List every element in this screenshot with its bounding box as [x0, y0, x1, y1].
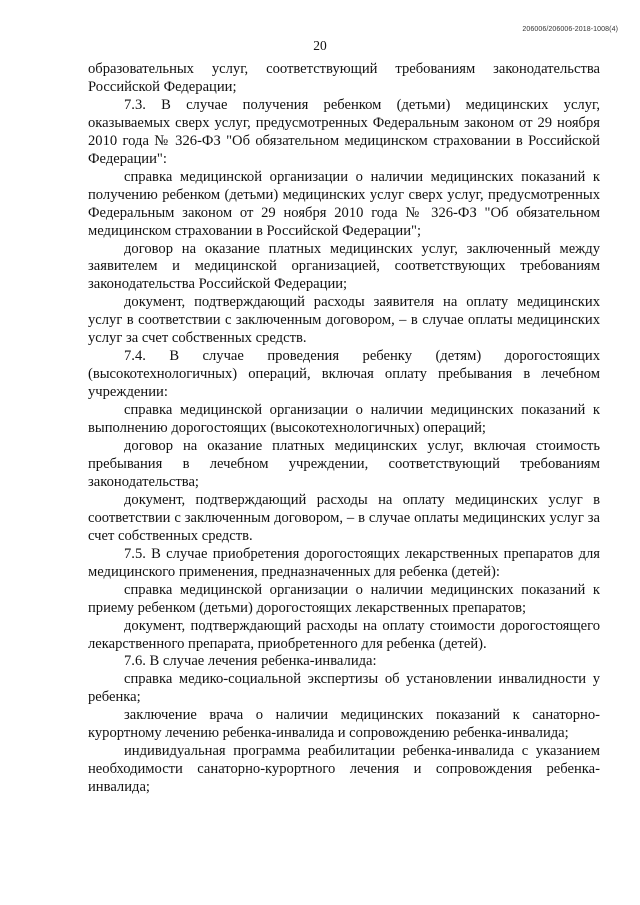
- document-id-stamp: 206006/206006-2018-1008(4): [522, 26, 618, 33]
- paragraph: образовательных услуг, соответствующий требованиям законодательства Российской Федерации;: [88, 61, 600, 95]
- paragraph: документ, подтверждающий расходы заявителя на оплату медицинских услуг в соответствии с заключенным договором, – в случае оплаты медицинских услуг за счет собственных средств.: [88, 294, 600, 347]
- paragraph: индивидуальная программа реабилитации ребенка-инвалида с указанием необходимости санаторно-курортного лечения и сопровождения ребенка-инвалида;: [88, 743, 600, 796]
- section-7-5-heading: 7.5. В случае приобретения дорогостоящих лекарственных препаратов для медицинского применения, предназначенных для ребенка (детей):: [88, 545, 600, 580]
- section-7-3-heading: 7.3. В случае получения ребенком (детьми) медицинских услуг, оказываемых сверх услуг, предусмотренных Федеральным законом от 29 ноября 2010 года № 326-ФЗ "Об обязательном медицинском страховании в Российской Федерации":: [88, 96, 600, 167]
- paragraph: заключение врача о наличии медицинских показаний к санаторно-курортному лечению ребенка-инвалида и сопровождению ребенка-инвалида;: [88, 707, 600, 742]
- paragraph: справка медицинской организации о наличии медицинских показаний к получению ребенком (детьми) медицинских услуг сверх услуг, предусмотренных Федеральным законом от 29 ноября 2010 года № 326-ФЗ "Об обязательном медицинском страховании в Российской Федерации";: [88, 168, 600, 239]
- document-body: [88, 61, 600, 797]
- paragraph: документ, подтверждающий расходы на оплату стоимости дорогостоящего лекарственного препарата, приобретенного для ребенка (детей).: [88, 617, 600, 652]
- paragraph: справка медицинской организации о наличии медицинских показаний к выполнению дорогостоящих (высокотехнологичных) операций;: [88, 402, 600, 437]
- paragraph: справка медико-социальной экспертизы об установлении инвалидности у ребенка;: [88, 671, 600, 706]
- paragraph: документ, подтверждающий расходы на оплату медицинских услуг в соответствии с заключенным договором, – в случае оплаты медицинских услуг за счет собственных средств.: [88, 491, 600, 544]
- section-7-4-heading: 7.4. В случае проведения ребенку (детям) дорогостоящих (высокотехнологичных) операций, включая оплату пребывания в лечебном учреждении:: [88, 348, 600, 401]
- paragraph: справка медицинской организации о наличии медицинских показаний к приему ребенком (детьми) дорогостоящих лекарственных препаратов;: [88, 581, 600, 616]
- section-7-6-heading: 7.6. В случае лечения ребенка-инвалида:: [124, 653, 377, 670]
- paragraph: договор на оказание платных медицинских услуг, включая стоимость пребывания в лечебном учреждении, соответствующий требованиям законодательства;: [88, 438, 600, 490]
- page-number: 20: [313, 38, 327, 53]
- paragraph: договор на оказание платных медицинских услуг, заключенный между заявителем и медицинской организацией, соответствующих требованиям законодательства Российской Федерации;: [88, 240, 600, 293]
